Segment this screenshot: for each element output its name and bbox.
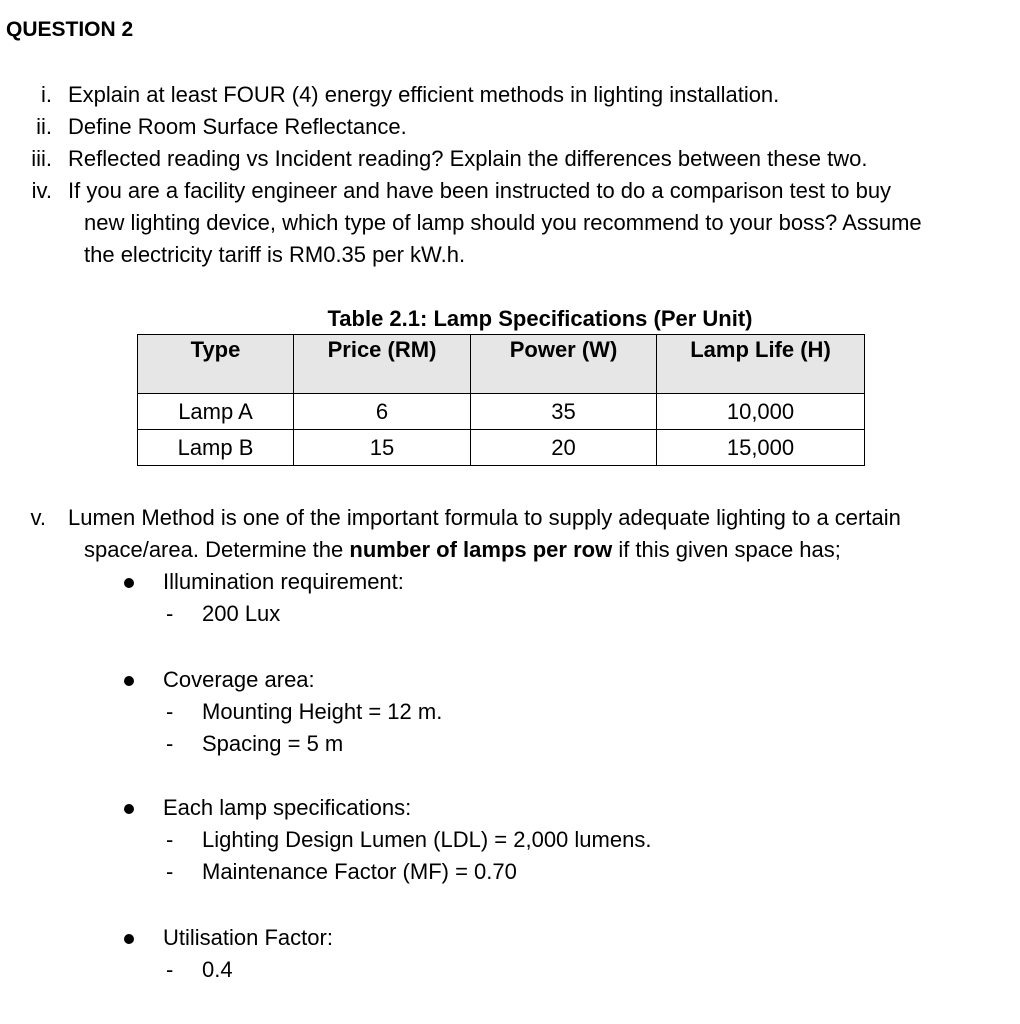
table-header-cell: Type (138, 335, 294, 394)
bullet-title: Utilisation Factor: (163, 925, 333, 950)
table-cell: Lamp B (138, 430, 294, 466)
question-text-emphasis: number of lamps per row (349, 537, 613, 562)
question-text: Lumen Method is one of the important formula to supply adequate lighting to a certain (68, 505, 901, 530)
table-header-row (138, 335, 865, 394)
bullet-icon (124, 934, 134, 944)
table-row (138, 430, 865, 466)
table-cell: 10,000 (657, 394, 865, 430)
question-text: If you are a facility engineer and have been instructed to do a comparison test to buy (68, 178, 892, 203)
question-text: new lighting device, which type of lamp should you recommend to your boss? Assume (84, 210, 922, 235)
bullet-item: Mounting Height = 12 m. (202, 699, 443, 724)
question-text: Define Room Surface Reflectance. (68, 114, 407, 139)
bullet-title: Each lamp specifications: (163, 795, 412, 820)
bullet-item: 200 Lux (202, 601, 281, 626)
bullet-item: Maintenance Factor (MF) = 0.70 (202, 859, 517, 884)
question-text-part: if this given space has; (612, 537, 841, 562)
question-text-part: space/area. Determine the (84, 537, 350, 562)
table-header-cell: Lamp Life (H) (657, 335, 865, 394)
table-cell: 15 (294, 430, 471, 466)
question-number: ii. (36, 114, 52, 139)
table-header-cell: Price (RM) (294, 335, 471, 394)
question-text (84, 537, 841, 563)
table-row (138, 394, 865, 430)
question-text: Explain at least FOUR (4) energy efficient methods in lighting installation. (68, 82, 780, 107)
dash-marker: - (166, 957, 174, 982)
table-caption: Table 2.1: Lamp Specifications (Per Unit) (327, 306, 753, 331)
dash-marker: - (166, 731, 174, 756)
bullet-icon (124, 578, 134, 588)
bullet-item: Lighting Design Lumen (LDL) = 2,000 lumens. (202, 827, 652, 852)
question-heading: QUESTION 2 (6, 18, 134, 41)
table-cell: 35 (471, 394, 657, 430)
dash-marker: - (166, 699, 174, 724)
question-number: iv. (31, 178, 52, 203)
dash-marker: - (166, 859, 174, 884)
dash-marker: - (166, 827, 174, 852)
question-text: Reflected reading vs Incident reading? Explain the differences between these two. (68, 146, 868, 171)
bullet-item: Spacing = 5 m (202, 731, 344, 756)
question-text: the electricity tariff is RM0.35 per kW.h. (84, 242, 466, 267)
bullet-title: Illumination requirement: (163, 569, 404, 594)
question-number: iii. (31, 146, 52, 171)
lamp-spec-table (137, 334, 865, 466)
bullet-icon (124, 804, 134, 814)
bullet-icon (124, 676, 134, 686)
table-cell: 15,000 (657, 430, 865, 466)
table-cell: 20 (471, 430, 657, 466)
dash-marker: - (166, 601, 174, 626)
question-number: v. (30, 505, 46, 530)
question-number: i. (41, 82, 52, 107)
table-cell: Lamp A (138, 394, 294, 430)
bullet-item: 0.4 (202, 957, 233, 982)
table-header-cell: Power (W) (471, 335, 657, 394)
table-cell: 6 (294, 394, 471, 430)
bullet-title: Coverage area: (163, 667, 315, 692)
